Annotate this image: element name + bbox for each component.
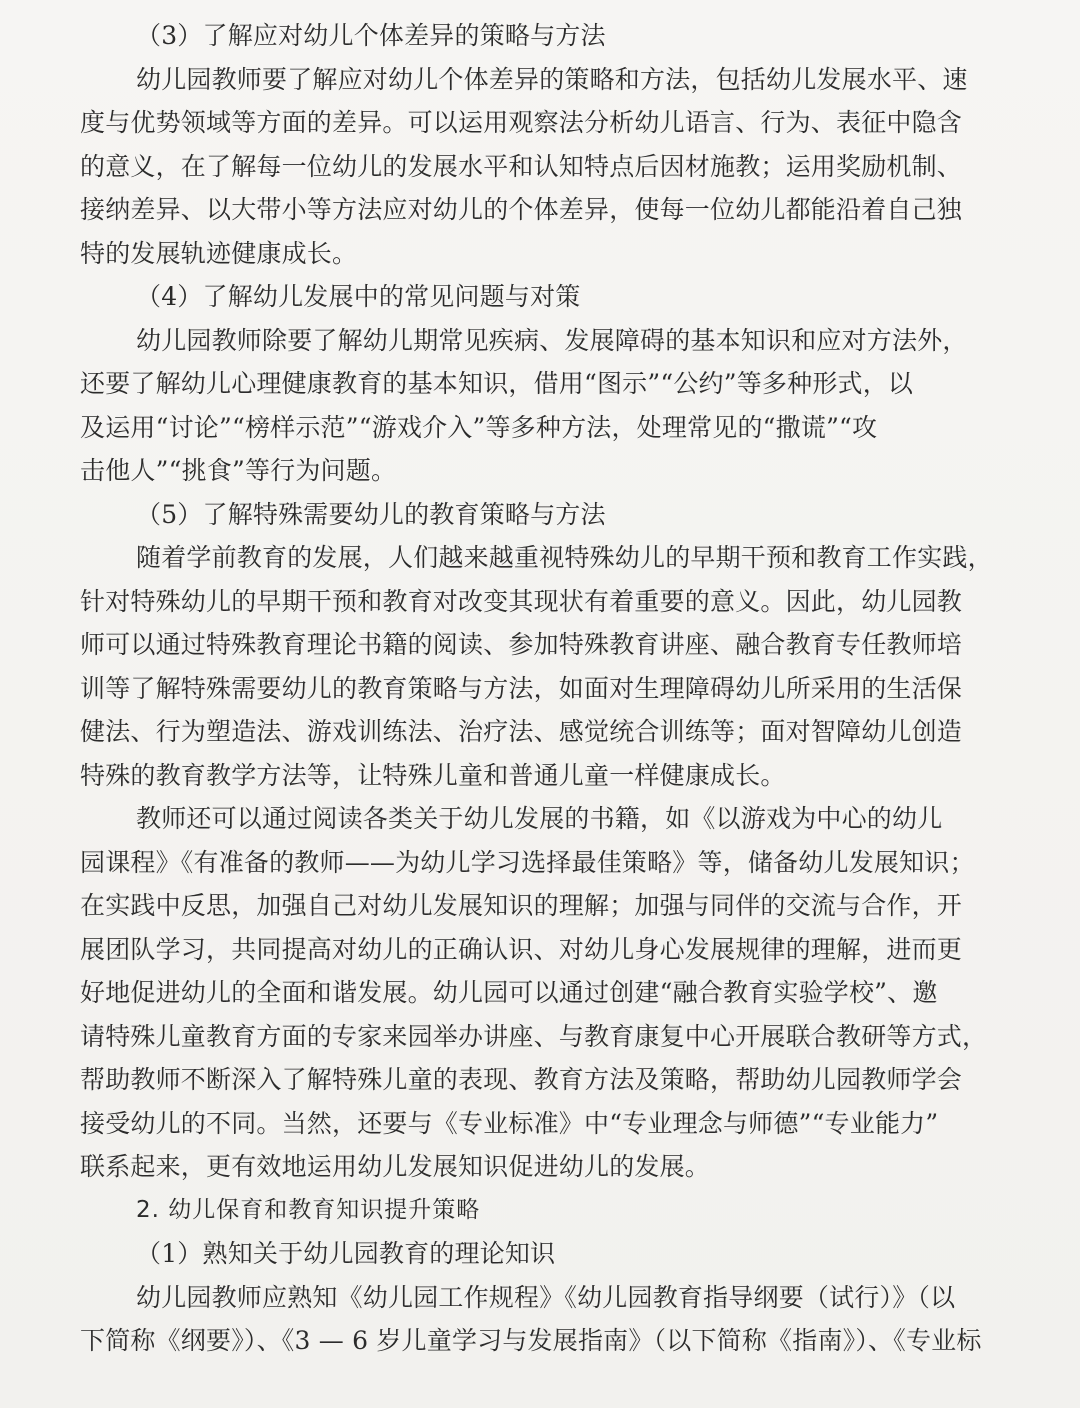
- paragraph-line: 训等了解特殊需要幼儿的教育策略与方法，如面对生理障碍幼儿所采用的生活保: [80, 673, 963, 703]
- paragraph-line: 在实践中反思，加强自己对幼儿发展知识的理解；加强与同伴的交流与合作，开: [80, 891, 963, 920]
- paragraph-line: 教师还可以通过阅读各类关于幼儿发展的书籍，如《以游戏为中心的幼儿: [136, 804, 943, 833]
- paragraph-line: 特殊的教育教学方法等，让特殊儿童和普通儿童一样健康成长。: [80, 760, 786, 790]
- paragraph-line: 针对特殊幼儿的早期干预和教育对改变其现状有着重要的意义。因此，幼儿园教: [80, 586, 963, 616]
- paragraph-line: 请特殊儿童教育方面的专家来园举办讲座、与教育康复中心开展联合教研等方式，: [80, 1021, 988, 1051]
- paragraph-line: 还要了解幼儿心理健康教育的基本知识，借用“图示”“公约”等多种形式，以: [80, 369, 914, 398]
- paragraph-line: 师可以通过特殊教育理论书籍的阅读、参加特殊教育讲座、融合教育专任教师培: [80, 630, 963, 659]
- paragraph-line: 下简称《纲要》）、《3 — 6 岁儿童学习与发展指南》（以下简称《指南》）、《专业标: [80, 1326, 982, 1355]
- section-title: 2. 幼儿保育和教育知识提升策略: [136, 1196, 481, 1223]
- subheading-1: （1）熟知关于幼儿园教育的理论知识: [136, 1239, 556, 1268]
- paragraph-line: 击他人”“挑食”等行为问题。: [80, 456, 397, 485]
- paragraph-line: 好地促进幼儿的全面和谐发展。幼儿园可以通过创建“融合教育实验学校”、邀: [80, 978, 938, 1007]
- paragraph-line: 及运用“讨论”“榜样示范”“游戏介入”等多种方法，处理常见的“撒谎”“攻: [80, 412, 878, 442]
- paragraph-line: 健法、行为塑造法、游戏训练法、治疗法、感觉统合训练等；面对智障幼儿创造: [80, 717, 963, 746]
- subheading-3: （3）了解应对幼儿个体差异的策略与方法: [136, 21, 606, 50]
- paragraph-line: 随着学前教育的发展，人们越来越重视特殊幼儿的早期干预和教育工作实践，: [136, 543, 993, 572]
- paragraph-line: 度与优势领域等方面的差异。可以运用观察法分析幼儿语言、行为、表征中隐含: [80, 108, 963, 137]
- paragraph-line: 联系起来，更有效地运用幼儿发展知识促进幼儿的发展。: [80, 1152, 711, 1181]
- subheading-5: （5）了解特殊需要幼儿的教育策略与方法: [136, 499, 606, 529]
- paragraph-line: 幼儿园教师要了解应对幼儿个体差异的策略和方法，包括幼儿发展水平、速: [136, 64, 968, 94]
- paragraph-line: 帮助教师不断深入了解特殊儿童的表现、教育方法及策略，帮助幼儿园教师学会: [80, 1065, 963, 1094]
- paragraph-line: 展团队学习，共同提高对幼儿的正确认识、对幼儿身心发展规律的理解，进而更: [80, 934, 963, 964]
- paragraph-line: 特的发展轨迹健康成长。: [80, 238, 358, 268]
- paragraph-line: 园课程》《有准备的教师——为幼儿学习选择最佳策略》等，储备幼儿发展知识；: [80, 847, 975, 877]
- paragraph-line: 接纳差异、以大带小等方法应对幼儿的个体差异，使每一位幼儿都能沿着自己独: [80, 195, 963, 224]
- paragraph-line: 接受幼儿的不同。当然，还要与《专业标准》中“专业理念与师德”“专业能力”: [80, 1108, 939, 1138]
- paragraph-line: 幼儿园教师除要了解幼儿期常见疾病、发展障碍的基本知识和应对方法外，: [136, 325, 968, 355]
- paragraph-line: 幼儿园教师应熟知《幼儿园工作规程》《幼儿园教育指导纲要（试行）》（以: [136, 1282, 956, 1312]
- paragraph-line: 的意义，在了解每一位幼儿的发展水平和认知特点后因材施教；运用奖励机制、: [80, 151, 963, 181]
- subheading-4: （4）了解幼儿发展中的常见问题与对策: [136, 282, 581, 311]
